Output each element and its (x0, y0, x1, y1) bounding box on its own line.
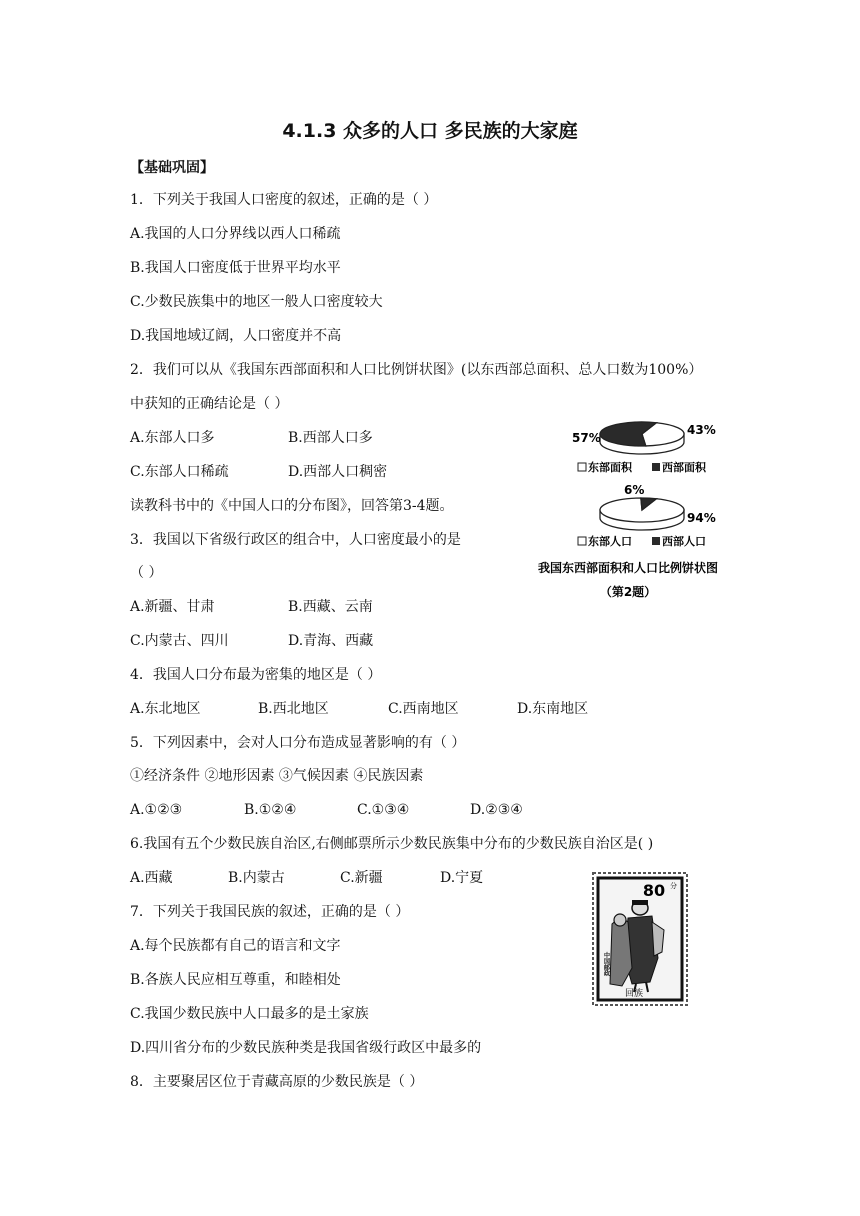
stamp-figure (592, 872, 688, 1006)
question-2-option-c: C.东部人口稀疏 (130, 464, 229, 480)
legend-east-area: 东部面积 (588, 461, 632, 474)
question-7-option-a: A.每个民族都有自己的语言和文字 (130, 938, 341, 954)
question-3-stem-line-2: （ ） (130, 565, 163, 581)
pie-figure-caption: 我国东西部面积和人口比例饼状图 (537, 561, 719, 575)
question-7-option-c: C.我国少数民族中人口最多的是土家族 (130, 1006, 369, 1022)
pie-chart-figure (512, 402, 744, 608)
question-7-option-d: D.四川省分布的少数民族种类是我国省级行政区中最多的 (130, 1040, 482, 1056)
question-2-option-b: B.西部人口多 (288, 430, 373, 446)
question-2-option-a: A.东部人口多 (130, 430, 215, 446)
legend-population (578, 534, 706, 548)
question-6-option-b: B.内蒙古 (228, 870, 285, 886)
question-3-option-d: D.青海、西藏 (288, 633, 374, 649)
question-5-option-b: B.①②④ (244, 802, 297, 818)
pie-area-west-label: 57% (572, 431, 601, 445)
question-3-option-a: A.新疆、甘肃 (130, 599, 215, 615)
stamp-label: 回族 (624, 989, 644, 999)
legend-west-area: 西部面积 (662, 461, 706, 474)
question-3-option-b: B.西藏、云南 (288, 599, 373, 615)
question-1-stem: 1．下列关于我国人口密度的叙述，正确的是（ ） (130, 192, 438, 208)
pie-charts-svg (512, 402, 744, 608)
question-4-option-a: A.东北地区 (130, 701, 201, 717)
pie-figure-subcaption: （第2题） (599, 585, 657, 599)
pie-pop-west-label: 6% (624, 483, 645, 497)
question-5-option-d: D.②③④ (470, 802, 523, 818)
question-4-option-c: C.西南地区 (388, 701, 459, 717)
question-2-stem-line-2: 中获知的正确结论是（ ） (130, 396, 289, 412)
question-6-option-d: D.宁夏 (440, 870, 484, 886)
question-4-option-b: B.西北地区 (258, 701, 329, 717)
question-2-option-d: D.西部人口稠密 (288, 464, 388, 480)
legend-swatch-east-pop (578, 537, 586, 545)
pie-pop-east-label: 94% (687, 511, 716, 525)
legend-area (578, 460, 707, 474)
question-6-option-a: A.西藏 (130, 870, 173, 886)
reading-note: 读教科书中的《中国人口的分布图》，回答第3-4题。 (130, 498, 454, 514)
question-7-option-b: B.各族人民应相互尊重，和睦相处 (130, 972, 341, 988)
pie-area-east-label: 43% (687, 423, 716, 437)
question-3-option-c: C.内蒙古、四川 (130, 633, 229, 649)
stamp-value: 80 (642, 881, 666, 900)
stamp-country: 中国邮政 (602, 952, 610, 976)
question-8-stem: 8．主要聚居区位于青藏高原的少数民族是（ ） (130, 1074, 424, 1090)
stamp-value-suffix: 分 (670, 882, 677, 890)
question-6-stem: 6.我国有五个少数民族自治区,右侧邮票所示少数民族集中分布的少数民族自治区是( ) (130, 836, 654, 852)
question-5-stem: 5．下列因素中，会对人口分布造成显著影响的有（ ） (130, 735, 466, 751)
question-5-option-a: A.①②③ (130, 802, 183, 818)
question-1-option-b: B.我国人口密度低于世界平均水平 (130, 260, 341, 276)
question-5-option-c: C.①③④ (357, 802, 410, 818)
page-title: 4.1.3 众多的人口 多民族的大家庭 (282, 120, 578, 142)
question-4-option-d: D.东南地区 (517, 701, 589, 717)
legend-swatch-west-pop (652, 537, 660, 545)
legend-swatch-east-area (578, 463, 586, 471)
question-1-option-a: A.我国的人口分界线以西人口稀疏 (130, 226, 341, 242)
legend-swatch-west-area (652, 463, 660, 471)
pie-chart-2 (600, 498, 684, 530)
section-heading: 【基础巩固】 (130, 160, 214, 176)
question-1-option-d: D.我国地域辽阔，人口密度并不高 (130, 328, 342, 344)
question-2-stem-line-1: 2．我们可以从《我国东西部面积和人口比例饼状图》(以东西部总面积、总人口数为100%） (130, 362, 703, 378)
question-4-stem: 4．我国人口分布最为密集的地区是（ ） (130, 667, 382, 683)
legend-west-pop: 西部人口 (662, 535, 706, 548)
question-1-option-c: C.少数民族集中的地区一般人口密度较大 (130, 294, 383, 310)
question-3-stem-line-1: 3．我国以下省级行政区的组合中，人口密度最小的是 (130, 532, 461, 548)
pie-chart-1 (600, 422, 684, 454)
legend-east-pop: 东部人口 (588, 535, 632, 548)
question-5-factors: ①经济条件 ②地形因素 ③气候因素 ④民族因素 (130, 768, 424, 784)
question-6-option-c: C.新疆 (340, 870, 383, 886)
stamp-image (592, 872, 688, 1006)
question-7-stem: 7．下列关于我国民族的叙述，正确的是（ ） (130, 904, 410, 920)
